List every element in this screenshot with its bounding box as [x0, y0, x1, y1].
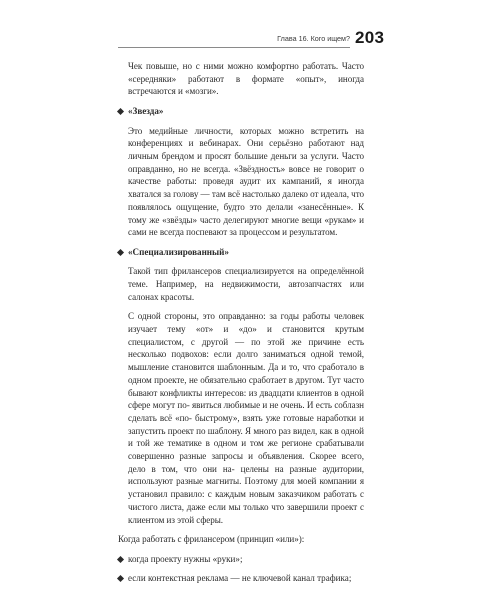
list-item-text: если контекстная реклама — не ключевой канал трафика; — [128, 573, 352, 584]
bullet-diamond-icon — [117, 556, 124, 563]
heading-specialist — [118, 246, 364, 259]
paragraph-intro: Чек повыше, но с ними можно комфортно работать. Часто «середняки» работают в формате «опыт», иногда встречаются и «мозги». — [128, 61, 364, 97]
heading-specialist-label: «Специализированный» — [128, 246, 229, 257]
paragraph-specialist-2: С одной стороны, это оправданно: за годы работы человек изучает тему «от» и «до» и становится крутым специалистом, с другой — по этой же причине есть несколько подвохов: если долго заниматься одной темой, мышление становится шаблонным. Да и то, что сработало в одном проекте, не обязательно сработает в другом. Тут часто бывают конфликты интересов: из двадцати клиентов в одной сфере могут по- явиться любимые и не очень. И есть соблазн сделать всё «по- быстрому», взять уже готовые наработки и запустить проект по шаблону. Я много раз видел, как в одной и той же тематике в одном и том же регионе срабатывали совершенно разные запросы и объявления. Скорее всего, дело в том, что они на- целены на разные аудитории, используют разные магниты. Поэтому для моей компании я установил правило: с каждым новым заказчиком работать с чистого листа, даже если мы только что завершили проект с клиентом из этой сферы. — [128, 311, 364, 525]
paragraph-specialist-1: Такой тип фрилансеров специализируется на определённой теме. Например, на недвижимости, автозапчастях или салонах красоты. — [128, 266, 364, 302]
heading-star — [118, 105, 364, 118]
page-header — [0, 28, 500, 52]
page-number: 203 — [355, 28, 385, 47]
running-head: Глава 16. Кого ищем? — [277, 34, 350, 43]
heading-star-label: «Звезда» — [128, 105, 164, 116]
list-item — [118, 553, 364, 566]
paragraph-when-to-work: Когда работать с фрилансером (принцип «или»): — [118, 534, 305, 545]
list-item — [118, 572, 364, 585]
header-rule — [118, 47, 350, 48]
bullet-diamond-icon — [117, 108, 124, 115]
bullet-diamond-icon — [117, 575, 124, 582]
bullet-diamond-icon — [117, 249, 124, 256]
page-body — [118, 60, 364, 592]
list-item-text: когда проекту нужны «руки»; — [128, 553, 243, 564]
paragraph-star: Это медийные личности, которых можно встретить на конференциях и вебинарах. Они серьёзно работают над личным брендом и просят большие деньги за услуги. Часто оправданно, но не всегда. «Звёздность» вовсе не говорит о качестве работы: проведя аудит их кампаний, я иногда хватался за голову — там всё настолько далеко от идеала, что появлялось ощущение, будто это делали «занесённые». К тому же «звёзды» часто делегируют многие вещи «рукам» и сами не всегда поспевают за процессом и результатом. — [128, 125, 364, 238]
